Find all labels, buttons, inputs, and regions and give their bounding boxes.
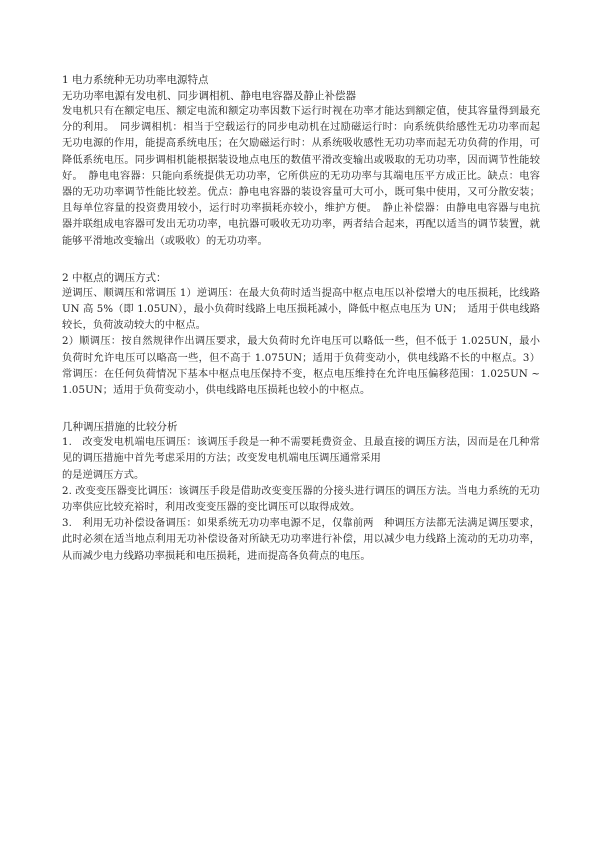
section-heading: 1 电力系统种无功功率电源特点 [62, 74, 209, 86]
section-reactive-power-sources [62, 72, 540, 250]
paragraph: 3. 利用无功补偿设备调压：如果系统无功功率电源不足，仅靠前两 种调压方法都无法满足调压要求，此时必须在适当地点利用无功补偿设备对所缺无功功率进行补偿，用以减少电力线路上流动的无功功率，从而减少电力线路功率损耗和电压损耗，进而提高各负荷点的电压。 [62, 518, 540, 562]
section-heading: 2 中枢点的调压方式： [62, 271, 167, 284]
document-page [62, 72, 540, 585]
section-pivot-voltage-regulation [62, 270, 540, 399]
paragraph: 的是逆调压方式。 [62, 469, 145, 481]
section-regulation-comparison [62, 419, 540, 565]
paragraph: 2）顺调压：按自然规律作出调压要求，最大负荷时允许电压可以略低一些，但不低于 1.025UN，最小负荷时允许电压可以略高一些，但不高于 1.075UN；适用于负荷变动小，供电线路不长的中枢点。3）常调压：在任何负荷情况下基本中枢点电压保持不变，枢点电压维持在允许电压偏移范围：1.025UN ~ 1.05UN；适用于负荷变动小，供电线路电压损耗也较小的中枢点。 [62, 336, 540, 397]
section-heading: 几种调压措施的比较分析 [62, 421, 178, 434]
paragraph: 2. 改变变压器变比调压：该调压手段是借助改变变压器的分接头进行调压的调压方法。当电力系统的无功功率供应比较充裕时，利用改变变压器的变比调压可以取得成效。 [62, 485, 540, 514]
paragraph: 逆调压、顺调压和常调压 1）逆调压：在最大负荷时适当提高中枢点电压以补偿增大的电压损耗，比线路 UN 高 5%（即 1.05UN），最小负荷时线路上电压损耗减小，降低中枢点电压为 UN； 适用于供电线路较长，负荷波动较大的中枢点。 [62, 287, 540, 332]
paragraph: 1. 改变发电机端电压调压：该调压手段是一种不需要耗费资金、且最直接的调压方法，因而是在几种常见的调压措施中首先考虑采用的方法；改变发电机端电压调压通常采用 [62, 437, 540, 465]
section-subheading: 无功功率电源有发电机、同步调相机、静电电容器及静止补偿器 [62, 90, 356, 102]
paragraph: 发电机只有在额定电压、额定电流和额定功率因数下运行时视在功率才能达到额定值，使其容量得到最充分的利用。 同步调相机：相当于空载运行的同步电动机在过励磁运行时：向系统供给感性无功功率而起无功电源的作用，能提高系统电压；在欠励磁运行时：从系统吸收感性无功功率而起无功负荷的作用，可降低系统电压。同步调相机能根据装设地点电压的数值平滑改变输出或吸取的无功功率，因而调节性能较好。 静电电容器：只能向系统提供无功功率，它所供应的无功功率与其端电压平方成正比。缺点：电容器的无功功率调节性能比较差。优点：静电电容器的装设容量可大可小，既可集中使用，又可分散安装；且每单位容量的投资费用较小，运行时功率损耗亦较小，维护方便。 静止补偿器：由静电电容器与电抗器并联组成电容器可发出无功功率，电抗器可吸收无功功率，两者结合起来，再配以适当的调节装置，就能够平滑地改变输出（或吸收）的无功功率。 [62, 106, 540, 247]
